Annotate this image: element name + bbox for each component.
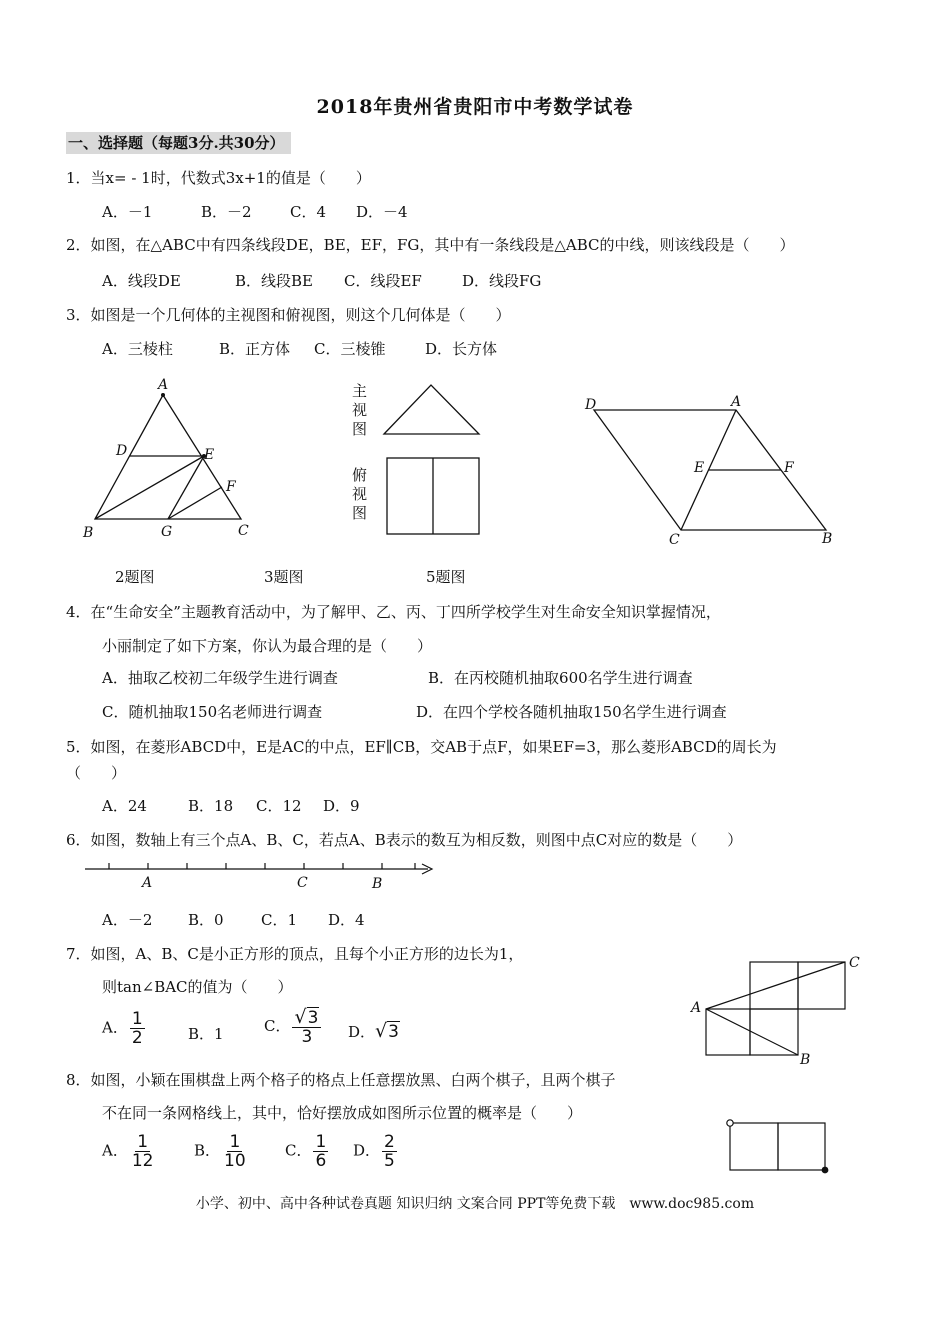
question-3-stem: 3．如图是一个几何体的主视图和俯视图，则这个几何体是（ ） [66, 306, 511, 324]
caption-fig3: 3题图 [264, 568, 304, 586]
page-title: 2018年贵州省贵阳市中考数学试卷 [316, 96, 634, 118]
figure-q5-rhombus [580, 390, 840, 550]
fig3-top-char-2: 视 [352, 485, 368, 503]
fig2-label-c: C [238, 523, 249, 539]
q8-option-b [194, 1133, 250, 1170]
q8-d-numerator: 2 [384, 1132, 395, 1152]
q8-a-numerator: 1 [137, 1132, 149, 1152]
fig3-front-char-3: 图 [352, 420, 368, 438]
fig3-top-char-1: 俯 [352, 466, 368, 484]
question-7-stem-line2: 则tan∠BAC的值为（ ） [102, 978, 293, 996]
q7-d-sqrt [375, 1020, 400, 1042]
fig5-label-c: C [669, 532, 680, 548]
q7-option-d-letter: D． [348, 1023, 376, 1041]
q8-option-a [102, 1133, 157, 1170]
q4-option-c: C．随机抽取150名老师进行调查 [102, 703, 323, 721]
q7-d-radicand: 3 [388, 1022, 399, 1042]
figure-q6-number-line [82, 856, 442, 896]
q8-option-c-fraction [313, 1133, 328, 1170]
caption-fig2: 2题图 [115, 568, 155, 586]
q7-option-c-letter: C． [264, 1017, 291, 1035]
caption-fig5: 5题图 [426, 568, 466, 586]
q8-b-denominator: 10 [224, 1151, 246, 1171]
q6-option-c: C．1 [261, 911, 298, 929]
q7-option-b-letter: B． [188, 1025, 215, 1043]
fig7-label-a: A [691, 1000, 702, 1016]
q1-option-d: D．－4 [356, 203, 408, 221]
q7-a-numerator: 1 [131, 1009, 143, 1029]
q5-option-b: B．18 [188, 797, 234, 815]
fig2-label-f: F [226, 479, 236, 495]
q5-option-a: A．24 [102, 797, 147, 815]
q8-option-d-letter: D． [353, 1141, 381, 1160]
fig2-label-b: B [83, 525, 94, 541]
q7-c-radicand: 3 [307, 1008, 319, 1028]
q4-option-a: A．抽取乙校初二年级学生进行调查 [102, 669, 338, 687]
q2-option-c: C．线段EF [344, 272, 422, 290]
q6-option-d: D．4 [328, 911, 365, 929]
q8-option-a-letter: A． [102, 1141, 128, 1160]
q2-option-d: D．线段FG [462, 272, 542, 290]
fig5-label-f: F [784, 460, 794, 476]
q8-option-c [285, 1133, 330, 1170]
q7-c-denominator: 3 [301, 1027, 313, 1047]
fig2-label-d: D [116, 443, 128, 459]
q4-option-d: D．在四个学校各随机抽取150名学生进行调查 [416, 703, 727, 721]
figure-q3-views [345, 380, 495, 540]
question-4-stem: 4．在“生命安全”主题教育活动中，为了解甲、乙、丙、丁四所学校学生对生命安全知识掌握情况， [66, 603, 721, 621]
q8-c-numerator: 1 [315, 1132, 327, 1152]
q5-option-c: C．12 [256, 797, 302, 815]
q8-option-d-fraction [382, 1133, 397, 1170]
question-4-stem-line2: 小丽制定了如下方案，你认为最合理的是（ ） [102, 637, 433, 655]
q8-option-b-letter: B． [194, 1141, 221, 1160]
q7-option-d [348, 1020, 400, 1042]
radical-sign: √ [375, 1020, 388, 1042]
q6-option-b: B．0 [188, 911, 224, 929]
white-stone-icon [727, 1120, 733, 1126]
fig5-label-e: E [694, 460, 705, 476]
fig6-label-a: A [142, 875, 153, 891]
figure-q7-grid [688, 948, 868, 1073]
question-8-stem: 8．如图，小颖在围棋盘上两个格子的格点上任意摆放黑、白两个棋子，且两个棋子 [66, 1071, 616, 1089]
q7-option-a-fraction [130, 1010, 145, 1047]
fig3-front-char-1: 主 [352, 382, 368, 400]
q2-option-b: B．线段BE [235, 272, 313, 290]
q7-option-b [188, 1023, 224, 1044]
q2-option-a: A．线段DE [102, 272, 181, 290]
q6-option-a: A．－2 [102, 911, 153, 929]
q8-b-numerator: 1 [229, 1132, 241, 1152]
q7-option-c-fraction [292, 1008, 321, 1046]
q5-option-d: D．9 [323, 797, 360, 815]
q7-option-a-letter: A． [102, 1018, 128, 1037]
q8-option-a-fraction [130, 1133, 156, 1170]
q8-a-denominator: 12 [131, 1151, 154, 1171]
question-2-stem: 2．如图，在△ABC中有四条线段DE，BE，EF，FG，其中有一条线段是△ABC的中线，则该线段是（ ） [66, 236, 795, 254]
q8-option-d [353, 1133, 399, 1170]
q7-a-denominator: 2 [131, 1028, 143, 1048]
q1-option-b: B．－2 [201, 203, 252, 221]
q8-option-b-fraction [222, 1133, 248, 1170]
q3-option-a: A．三棱柱 [102, 340, 173, 358]
fig2-label-a: A [158, 377, 169, 393]
question-6-stem: 6．如图，数轴上有三个点A、B、C，若点A、B表示的数互为相反数，则图中点C对应的数是（ ） [66, 831, 743, 849]
q3-option-d: D．长方体 [425, 340, 498, 358]
q7-option-c [264, 1008, 323, 1046]
q7-option-b-value: 1 [214, 1025, 224, 1043]
q4-option-b: B．在丙校随机抽取600名学生进行调查 [428, 669, 693, 687]
q1-option-a: A．－1 [102, 203, 153, 221]
fig5-label-b: B [822, 531, 833, 547]
figure-q8-go-board [722, 1116, 832, 1176]
fig6-label-c: C [297, 875, 308, 891]
question-1-stem: 1．当x= - 1时，代数式3x+1的值是（ ） [66, 169, 371, 187]
fig3-top-char-3: 图 [352, 504, 368, 522]
question-7-stem: 7．如图，A、B、C是小正方形的顶点，且每个小正方形的边长为1， [66, 945, 524, 963]
q8-d-denominator: 5 [384, 1151, 395, 1171]
black-stone-icon [822, 1167, 829, 1174]
page-footer: 小学、初中、高中各种试卷真题 知识归纳 文案合同 PPT等免费下载 www.doc985.com [195, 1196, 755, 1212]
q3-option-b: B．正方体 [219, 340, 291, 358]
fig2-label-g: G [161, 524, 173, 540]
question-8-stem-line2: 不在同一条网格线上，其中，恰好摆放成如图所示位置的概率是（ ） [102, 1104, 583, 1122]
question-5-stem-line2: （ ） [66, 764, 127, 782]
q7-c-numerator [292, 1008, 321, 1028]
q7-c-sqrt [294, 1008, 319, 1028]
fig5-label-d: D [585, 397, 597, 413]
section-heading: 一、选择题（每题3分.共30分） [66, 132, 291, 154]
q3-option-c: C．三棱锥 [314, 340, 386, 358]
q8-c-denominator: 6 [315, 1151, 327, 1171]
q7-option-a [102, 1010, 147, 1047]
fig5-label-a: A [731, 394, 742, 410]
fig7-label-c: C [849, 955, 860, 971]
q8-option-c-letter: C． [285, 1141, 312, 1160]
radical-sign: √ [294, 1006, 307, 1028]
fig3-front-char-2: 视 [352, 401, 368, 419]
fig2-label-e: E [204, 447, 215, 463]
q1-option-c: C．4 [290, 203, 327, 221]
question-5-stem: 5．如图，在菱形ABCD中，E是AC的中点，EF∥CB，交AB于点F，如果EF=3，那么菱形ABCD的周长为 [66, 738, 777, 756]
fig7-label-b: B [800, 1052, 811, 1068]
figure-q2-triangle [80, 372, 260, 547]
fig6-label-b: B [372, 876, 383, 892]
